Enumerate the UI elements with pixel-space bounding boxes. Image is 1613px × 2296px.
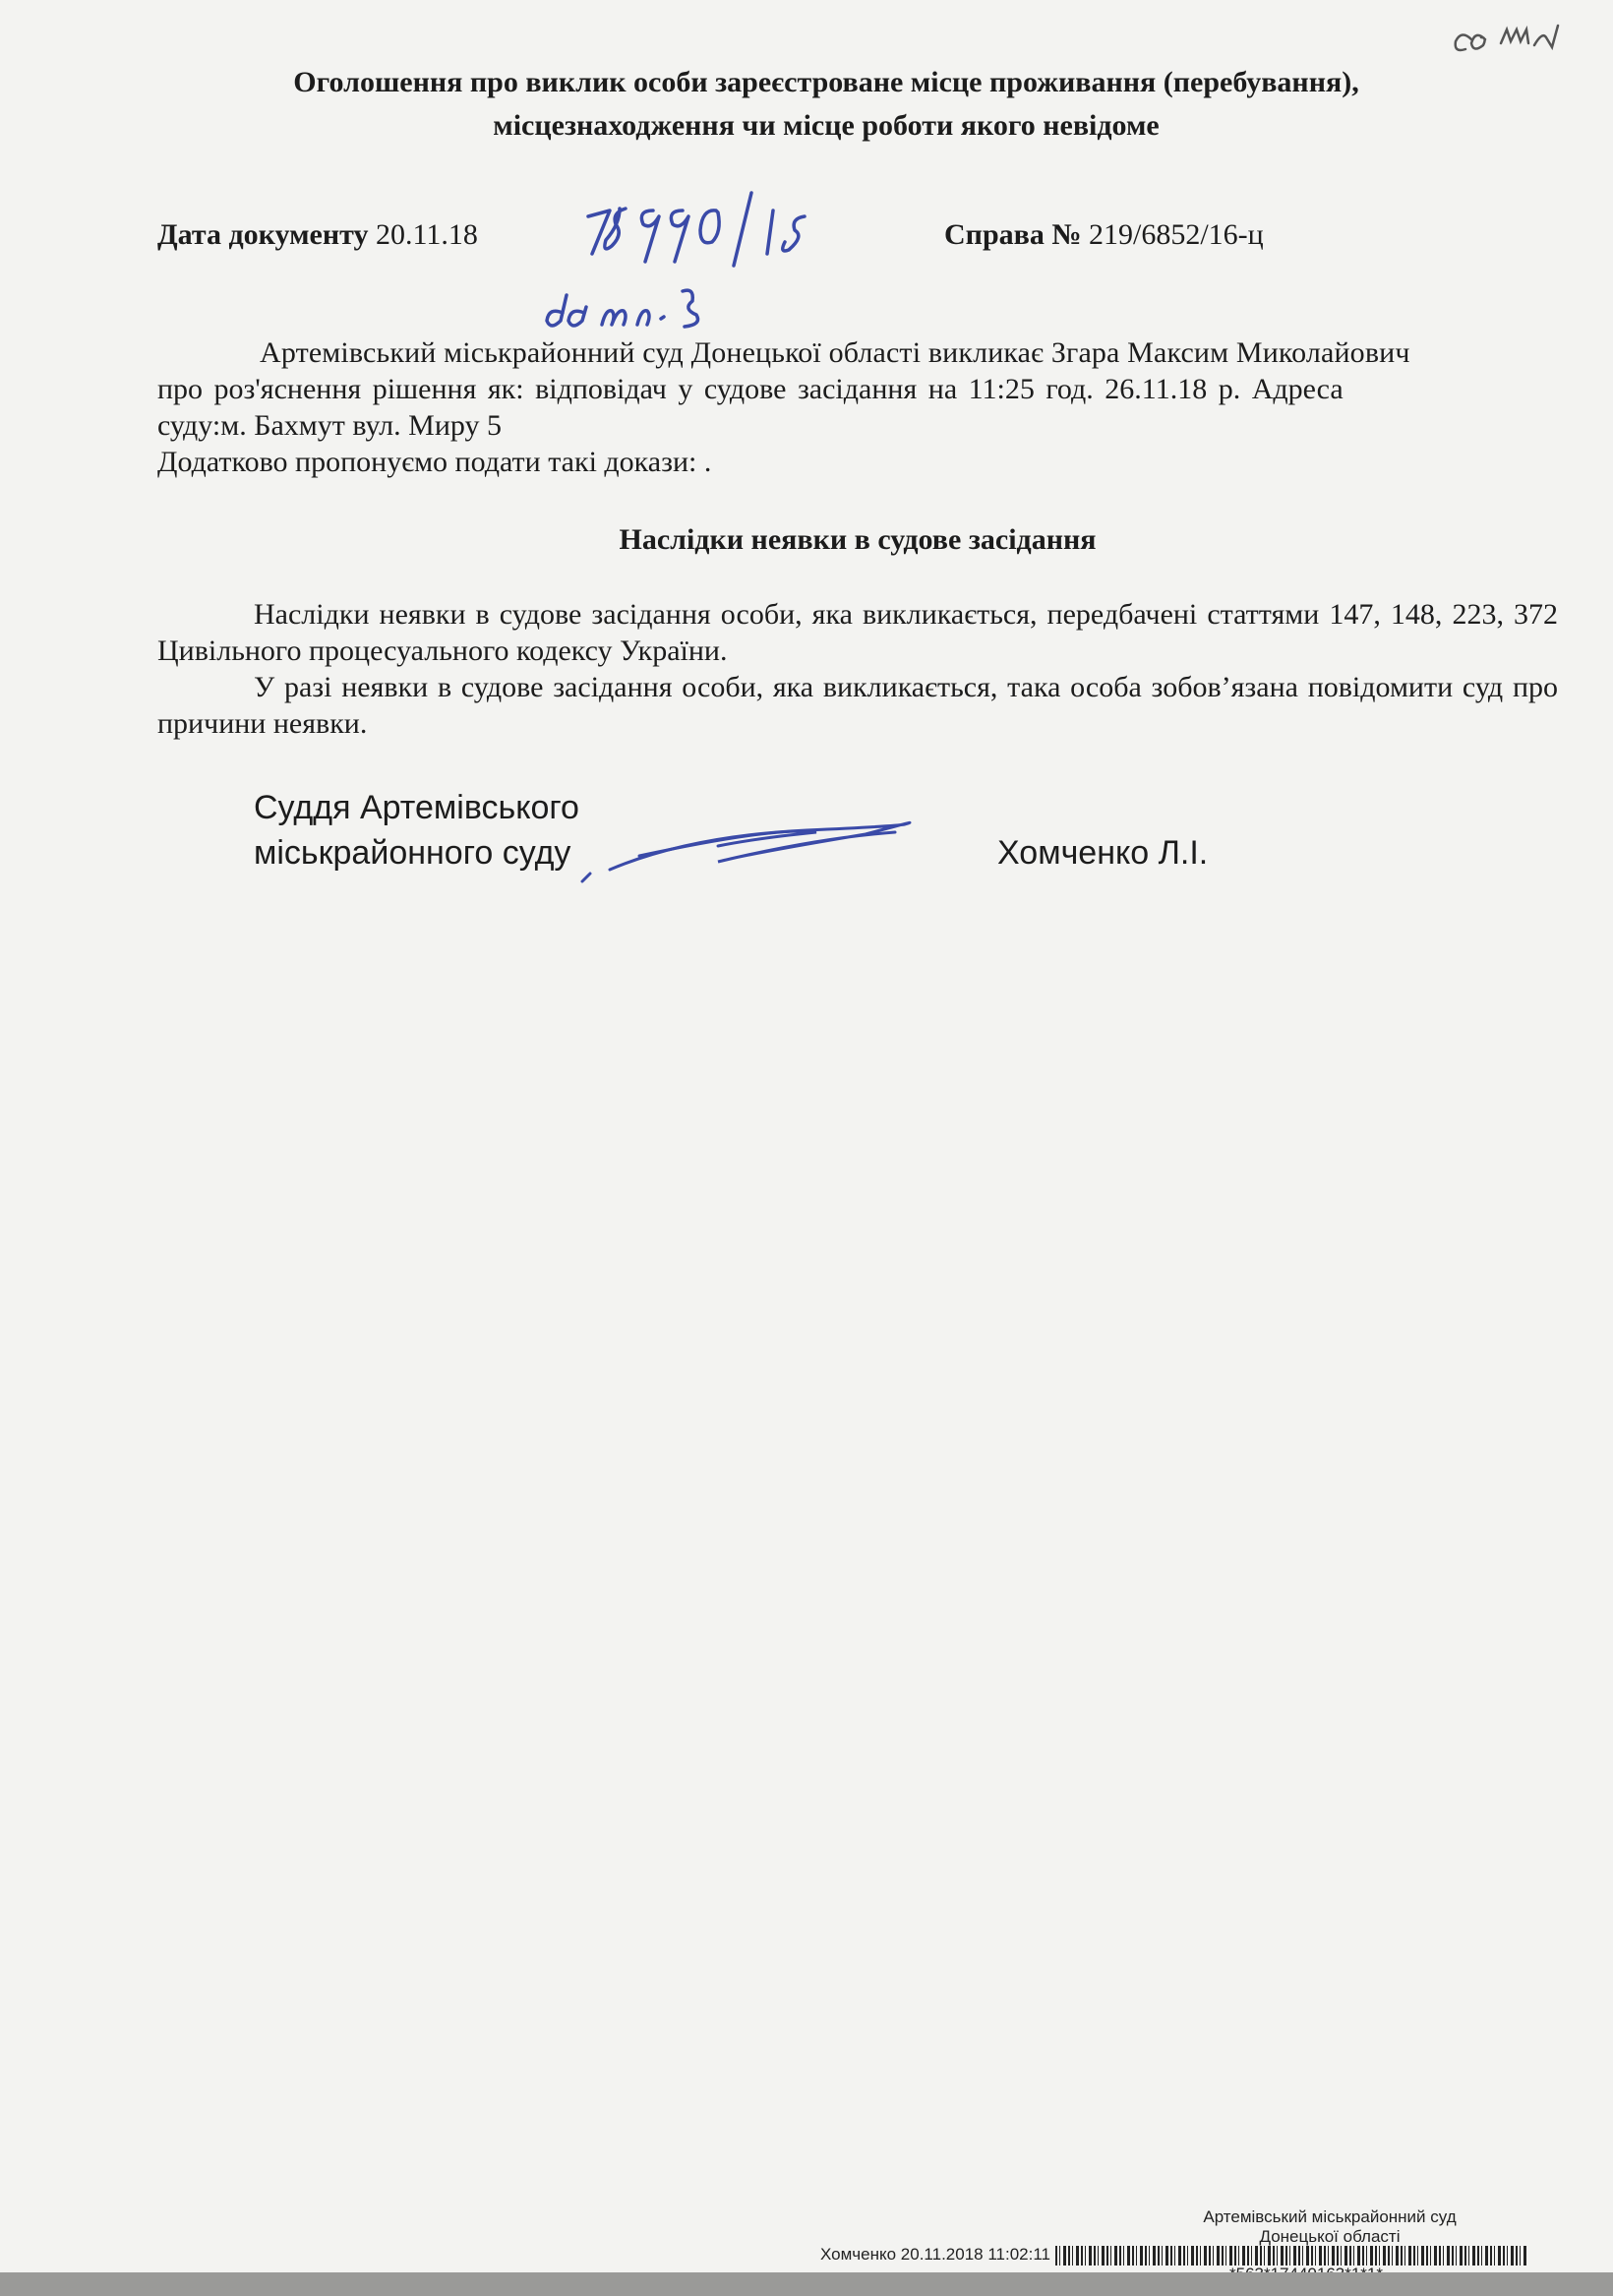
- consequences-paragraph-2: У разі неявки в судове засідання особи, яка викликається, така особа зобов’язана повідомити суд про причини неявки.: [157, 671, 1558, 740]
- evidence-request: Додатково пропонуємо подати такі докази: .: [157, 446, 712, 478]
- judge-title-line-2: міськрайонного суду: [254, 834, 571, 872]
- summons-line-2: про роз'яснення рішення як: відповідач у судове засідання на 11:25 год. 26.11.18 р. Адреса: [157, 373, 1344, 405]
- consequences-paragraph-1: Наслідки неявки в судове засідання особи, яка викликається, передбачені статтями 147, 148, 223, 372 Цивільного процесуального кодексу України.: [157, 598, 1558, 667]
- corner-mark: [1456, 26, 1558, 50]
- date-value: 20.11.18: [375, 218, 478, 251]
- signature-stamp: [820, 2245, 1527, 2266]
- case-label: Справа №: [944, 218, 1082, 251]
- signer-timestamp: Хомченко 20.11.2018 11:02:11: [820, 2245, 1050, 2264]
- scan-bottom-edge: [0, 2272, 1613, 2296]
- court-stamp: [1182, 2207, 1477, 2247]
- judge-title-line-1: Суддя Артемівського: [254, 789, 579, 826]
- handwritten-registration-number: [588, 193, 805, 266]
- stamp-court-line-1: Артемівський міськрайонний суд: [1203, 2207, 1457, 2226]
- judge-signature: [582, 822, 910, 881]
- handwritten-date: [547, 290, 698, 327]
- summons-line-3: суду:м. Бахмут вул. Миру 5: [157, 409, 502, 442]
- date-label: Дата документу: [157, 218, 369, 251]
- summons-line-1: Артемівський міськрайонний суд Донецької області викликає Згара Максим Миколайович: [260, 336, 1410, 369]
- judge-name: Хомченко Л.І.: [997, 834, 1209, 872]
- section-heading: Наслідки неявки в судове засідання: [619, 523, 1097, 556]
- barcode: [1055, 2246, 1527, 2266]
- title-line-1: Оголошення про виклик особи зареєстроване місце проживання (перебування),: [293, 66, 1359, 98]
- stamp-court-line-2: Донецької області: [1259, 2227, 1401, 2246]
- case-value: 219/6852/16-ц: [1088, 218, 1264, 251]
- title-line-2: місцезнаходження чи місце роботи якого невідоме: [493, 109, 1160, 142]
